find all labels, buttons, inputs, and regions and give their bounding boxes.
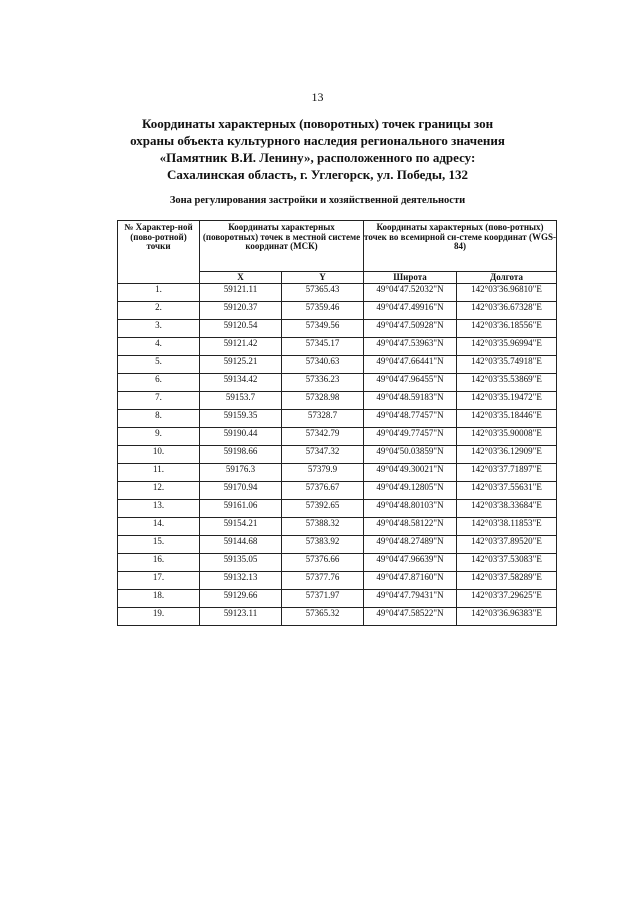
x-coord-cell: 59176.3 <box>200 464 282 482</box>
y-coord-cell: 57392.65 <box>282 500 364 518</box>
longitude-cell: 142°03'37.29625"E <box>457 590 557 608</box>
latitude-cell: 49°04'48.77457"N <box>364 410 457 428</box>
latitude-cell: 49°04'47.52032"N <box>364 284 457 302</box>
latitude-cell: 49°04'50.03859"N <box>364 446 457 464</box>
longitude-cell: 142°03'37.89520"E <box>457 536 557 554</box>
y-coord-cell: 57376.66 <box>282 554 364 572</box>
x-coord-cell: 59120.54 <box>200 320 282 338</box>
table-body <box>118 284 557 626</box>
longitude-cell: 142°03'37.53083"E <box>457 554 557 572</box>
x-coord-cell: 59159.35 <box>200 410 282 428</box>
y-coord-cell: 57336.23 <box>282 374 364 392</box>
point-number-cell: 7. <box>118 392 200 410</box>
point-number-cell: 2. <box>118 302 200 320</box>
table-row <box>118 464 557 482</box>
latitude-cell: 49°04'47.58522"N <box>364 608 457 626</box>
latitude-cell: 49°04'47.53963"N <box>364 338 457 356</box>
y-coord-cell: 57347.32 <box>282 446 364 464</box>
point-number-cell: 9. <box>118 428 200 446</box>
table-row <box>118 320 557 338</box>
title-line: охраны объекта культурного наследия регионального значения <box>130 133 505 148</box>
title-line: «Памятник В.И. Ленину», расположенного по адресу: <box>159 150 476 165</box>
longitude-cell: 142°03'38.11853"E <box>457 518 557 536</box>
longitude-cell: 142°03'35.96994"E <box>457 338 557 356</box>
point-number-cell: 4. <box>118 338 200 356</box>
table-row <box>118 284 557 302</box>
table-header-row <box>118 221 557 272</box>
y-coord-cell: 57359.46 <box>282 302 364 320</box>
y-coord-cell: 57383.92 <box>282 536 364 554</box>
longitude-cell: 142°03'37.71897"E <box>457 464 557 482</box>
y-coord-cell: 57342.79 <box>282 428 364 446</box>
table-row <box>118 374 557 392</box>
longitude-cell: 142°03'36.12909"E <box>457 446 557 464</box>
longitude-cell: 142°03'36.67328"E <box>457 302 557 320</box>
point-number-cell: 1. <box>118 284 200 302</box>
point-number-cell: 13. <box>118 500 200 518</box>
x-coord-cell: 59121.11 <box>200 284 282 302</box>
table-row <box>118 500 557 518</box>
x-coord-cell: 59129.66 <box>200 590 282 608</box>
point-number-cell: 8. <box>118 410 200 428</box>
y-coord-cell: 57388.32 <box>282 518 364 536</box>
point-number-cell: 17. <box>118 572 200 590</box>
x-coord-cell: 59134.42 <box>200 374 282 392</box>
longitude-cell: 142°03'35.18446"E <box>457 410 557 428</box>
y-coord-cell: 57376.67 <box>282 482 364 500</box>
header-y: Y <box>282 272 364 284</box>
latitude-cell: 49°04'47.79431"N <box>364 590 457 608</box>
x-coord-cell: 59121.42 <box>200 338 282 356</box>
point-number-cell: 3. <box>118 320 200 338</box>
header-wgs-coords: Координаты характерных (пово-ротных) точек во всемирной си-стеме координат (WGS-84) <box>364 221 557 272</box>
point-number-cell: 5. <box>118 356 200 374</box>
latitude-cell: 49°04'47.96639"N <box>364 554 457 572</box>
latitude-cell: 49°04'48.27489"N <box>364 536 457 554</box>
y-coord-cell: 57365.43 <box>282 284 364 302</box>
y-coord-cell: 57328.98 <box>282 392 364 410</box>
point-number-cell: 11. <box>118 464 200 482</box>
x-coord-cell: 59120.37 <box>200 302 282 320</box>
longitude-cell: 142°03'35.90008"E <box>457 428 557 446</box>
latitude-cell: 49°04'47.96455"N <box>364 374 457 392</box>
x-coord-cell: 59154.21 <box>200 518 282 536</box>
table-row <box>118 590 557 608</box>
y-coord-cell: 57365.32 <box>282 608 364 626</box>
latitude-cell: 49°04'47.66441"N <box>364 356 457 374</box>
longitude-cell: 142°03'35.19472"E <box>457 392 557 410</box>
document-title <box>60 115 575 183</box>
x-coord-cell: 59170.94 <box>200 482 282 500</box>
header-x: X <box>200 272 282 284</box>
x-coord-cell: 59198.66 <box>200 446 282 464</box>
point-number-cell: 14. <box>118 518 200 536</box>
point-number-cell: 12. <box>118 482 200 500</box>
x-coord-cell: 59153.7 <box>200 392 282 410</box>
longitude-cell: 142°03'35.74918"E <box>457 356 557 374</box>
table-row <box>118 302 557 320</box>
longitude-cell: 142°03'38.33684"E <box>457 500 557 518</box>
table-row <box>118 572 557 590</box>
latitude-cell: 49°04'47.49916"N <box>364 302 457 320</box>
point-number-cell: 15. <box>118 536 200 554</box>
table-row <box>118 392 557 410</box>
title-line: Сахалинская область, г. Углегорск, ул. Победы, 132 <box>167 167 468 182</box>
x-coord-cell: 59190.44 <box>200 428 282 446</box>
latitude-cell: 49°04'48.58122"N <box>364 518 457 536</box>
header-latitude: Широта <box>364 272 457 284</box>
y-coord-cell: 57340.63 <box>282 356 364 374</box>
point-number-cell: 19. <box>118 608 200 626</box>
header-longitude: Долгота <box>457 272 557 284</box>
y-coord-cell: 57377.76 <box>282 572 364 590</box>
table-row <box>118 428 557 446</box>
header-point-number: № Характер-ной (пово-ротной) точки <box>118 221 200 284</box>
longitude-cell: 142°03'36.96810"E <box>457 284 557 302</box>
longitude-cell: 142°03'36.18556"E <box>457 320 557 338</box>
y-coord-cell: 57379.9 <box>282 464 364 482</box>
table-row <box>118 410 557 428</box>
y-coord-cell: 57345.17 <box>282 338 364 356</box>
x-coord-cell: 59132.13 <box>200 572 282 590</box>
coordinates-table <box>117 220 557 626</box>
table-row <box>118 356 557 374</box>
zone-title: Зона регулирования застройки и хозяйственной деятельности <box>169 195 466 206</box>
point-number-cell: 16. <box>118 554 200 572</box>
point-number-cell: 10. <box>118 446 200 464</box>
table-row <box>118 338 557 356</box>
page-number: 13 <box>311 90 324 104</box>
latitude-cell: 49°04'47.87160"N <box>364 572 457 590</box>
table-row <box>118 482 557 500</box>
longitude-cell: 142°03'35.53869"E <box>457 374 557 392</box>
table-row <box>118 446 557 464</box>
x-coord-cell: 59123.11 <box>200 608 282 626</box>
latitude-cell: 49°04'49.12805"N <box>364 482 457 500</box>
latitude-cell: 49°04'48.59183"N <box>364 392 457 410</box>
y-coord-cell: 57328.7 <box>282 410 364 428</box>
y-coord-cell: 57371.97 <box>282 590 364 608</box>
latitude-cell: 49°04'47.50928"N <box>364 320 457 338</box>
x-coord-cell: 59144.68 <box>200 536 282 554</box>
point-number-cell: 18. <box>118 590 200 608</box>
longitude-cell: 142°03'36.96383"E <box>457 608 557 626</box>
y-coord-cell: 57349.56 <box>282 320 364 338</box>
header-local-coords: Координаты характерных (поворотных) точек в местной системе координат (МСК) <box>200 221 364 272</box>
title-line: Координаты характерных (поворотных) точек границы зон <box>141 116 494 131</box>
table-row <box>118 536 557 554</box>
longitude-cell: 142°03'37.58289"E <box>457 572 557 590</box>
x-coord-cell: 59135.05 <box>200 554 282 572</box>
point-number-cell: 6. <box>118 374 200 392</box>
x-coord-cell: 59125.21 <box>200 356 282 374</box>
latitude-cell: 49°04'48.80103"N <box>364 500 457 518</box>
longitude-cell: 142°03'37.55631"E <box>457 482 557 500</box>
latitude-cell: 49°04'49.30021"N <box>364 464 457 482</box>
table-row <box>118 554 557 572</box>
latitude-cell: 49°04'49.77457"N <box>364 428 457 446</box>
table-row <box>118 518 557 536</box>
x-coord-cell: 59161.06 <box>200 500 282 518</box>
table-row <box>118 608 557 626</box>
